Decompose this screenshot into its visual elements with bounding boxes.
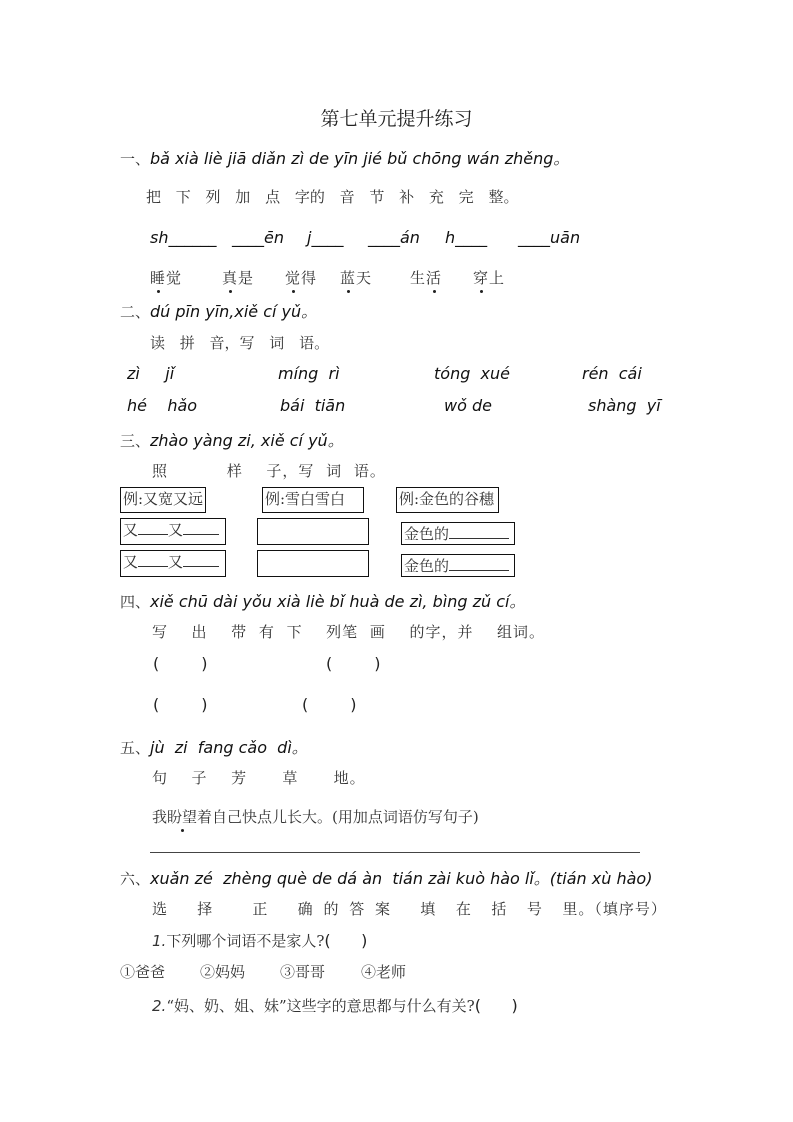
word-2 [222, 267, 254, 288]
example-box-1: 例:又宽又远 [120, 487, 206, 513]
section-4-instruction: 写 出 带 有 下 列笔 画 的字，并 组词。 [152, 623, 545, 641]
question-text: 下列哪个词语不是家人? [166, 932, 325, 950]
pinyin-word: hé hǎo [127, 396, 198, 415]
answer-box-yoyou-2[interactable] [120, 550, 226, 577]
pinyin-word: bái tiān [280, 396, 346, 415]
dotted-char: 穿 [473, 269, 490, 287]
pinyin-word: míng rì [278, 364, 340, 383]
fill-blank-3[interactable]: j____ [307, 228, 344, 247]
word-1 [150, 267, 182, 288]
answer-box-abab-2[interactable] [257, 550, 369, 577]
option-4: ④老师 [361, 963, 407, 981]
pinyin-word: zì jǐ [127, 364, 175, 383]
section-number: 五、 [120, 739, 151, 757]
pinyin-word: shàng yī [588, 396, 661, 415]
word-6 [473, 267, 505, 288]
prefix-text: 金色的 [404, 557, 450, 575]
section-3-heading [120, 428, 344, 451]
prefix-text: 又 [123, 521, 139, 539]
section-number: 一、 [120, 150, 151, 168]
word-rest: 上 [489, 269, 506, 287]
question-number: 1. [152, 932, 167, 950]
fill-blank-4[interactable]: ____án [368, 228, 420, 247]
answer-paren-3[interactable]: ( ) [153, 695, 208, 714]
section-pinyin: jù zi fang cǎo dì。 [150, 738, 308, 757]
model-sentence [152, 806, 479, 827]
question-text: “妈、奶、姐、妹”这些字的意思都与什么有关? [166, 997, 475, 1015]
fill-blank-5[interactable]: h____ [445, 228, 488, 247]
prefix-text: 金色的 [404, 525, 450, 543]
section-pinyin: xiě chū dài yǒu xià liè bǐ huà de zì, bìng zǔ cí。 [150, 592, 526, 611]
fill-blank-6[interactable]: ____uān [518, 228, 581, 247]
dotted-char: 觉 [285, 269, 302, 287]
word-rest: 得 [301, 269, 318, 287]
section-number: 二、 [120, 303, 151, 321]
answer-paren-4[interactable]: ( ) [302, 695, 357, 714]
answer-line[interactable] [150, 852, 640, 853]
answer-box-yoyou-1[interactable] [120, 518, 226, 545]
fill-blank-2[interactable]: ____ēn [232, 228, 284, 247]
sentence-text: 我 [152, 808, 168, 826]
section-5-instruction: 句 子 芳 草 地。 [152, 769, 366, 787]
section-pinyin: bǎ xià liè jiā diǎn zì de yīn jié bǔ chōng wán zhěng。 [150, 149, 570, 168]
section-pinyin: xuǎn zé zhèng què de dá àn tián zài kuò hào lǐ。(tián xù hào) [150, 869, 653, 888]
dotted-char: 活 [426, 269, 443, 287]
blank-line[interactable] [449, 556, 509, 571]
word-5 [410, 267, 442, 288]
section-6-heading [120, 866, 652, 889]
section-number: 三、 [120, 432, 151, 450]
section-3-instruction: 照 样 子，写 词 语。 [152, 462, 386, 480]
dotted-char: 蓝 [340, 269, 357, 287]
option-1: ①爸爸 [120, 963, 166, 981]
dotted-word: 盼望 [167, 808, 198, 826]
question-2 [152, 995, 518, 1016]
section-pinyin: zhào yàng zi, xiě cí yǔ。 [150, 431, 344, 450]
word-4 [340, 267, 372, 288]
section-2-instruction: 读 拼 音，写 词 语。 [150, 334, 330, 352]
option-2: ②妈妈 [200, 963, 246, 981]
fill-blank-1[interactable]: sh______ [150, 228, 217, 247]
answer-paren[interactable]: ( ) [324, 931, 368, 950]
example-box-2: 例:雪白雪白 [262, 487, 364, 513]
blank-line[interactable] [138, 552, 168, 567]
word-rest: 天 [356, 269, 373, 287]
section-6-instruction: 选 择 正 确 的 答 案 填 在 括 号 里。（填序号） [152, 900, 667, 918]
example-box-3: 例:金色的谷穗 [396, 487, 499, 513]
answer-paren-1[interactable]: ( ) [153, 654, 208, 673]
section-number: 六、 [120, 870, 151, 888]
answer-box-jinsede-1[interactable] [401, 522, 515, 545]
answer-box-abab-1[interactable] [257, 518, 369, 545]
pinyin-word: wǒ de [444, 396, 492, 415]
section-2-heading [120, 299, 317, 322]
blank-line[interactable] [449, 524, 509, 539]
pinyin-word: tóng xué [434, 364, 510, 383]
word-pre: 生 [410, 269, 427, 287]
word-rest: 觉 [166, 269, 183, 287]
answer-paren[interactable]: ( ) [474, 996, 518, 1015]
dotted-char: 真 [222, 269, 239, 287]
answer-paren-2[interactable]: ( ) [326, 654, 381, 673]
word-3 [285, 267, 317, 288]
section-1-heading [120, 146, 569, 169]
section-4-heading [120, 589, 525, 612]
question-1 [152, 930, 367, 951]
blank-line[interactable] [183, 520, 219, 535]
page-title: 第七单元提升练习 [320, 108, 473, 130]
word-rest: 是 [238, 269, 255, 287]
blank-line[interactable] [183, 552, 219, 567]
answer-box-jinsede-2[interactable] [401, 554, 515, 577]
section-number: 四、 [120, 593, 151, 611]
section-pinyin: dú pīn yīn,xiě cí yǔ。 [150, 302, 318, 321]
prefix-text: 又 [168, 553, 184, 571]
blank-line[interactable] [138, 520, 168, 535]
sentence-text: 着自己快点儿长大。(用加点词语仿写句子) [197, 808, 479, 826]
section-1-instruction: 把 下 列 加 点 字的 音 节 补 充 完 整。 [146, 188, 519, 206]
prefix-text: 又 [123, 553, 139, 571]
question-number: 2. [152, 997, 167, 1015]
option-3: ③哥哥 [280, 963, 326, 981]
prefix-text: 又 [168, 521, 184, 539]
pinyin-word: rén cái [582, 364, 642, 383]
dotted-char: 睡 [150, 269, 167, 287]
section-5-heading [120, 735, 308, 758]
